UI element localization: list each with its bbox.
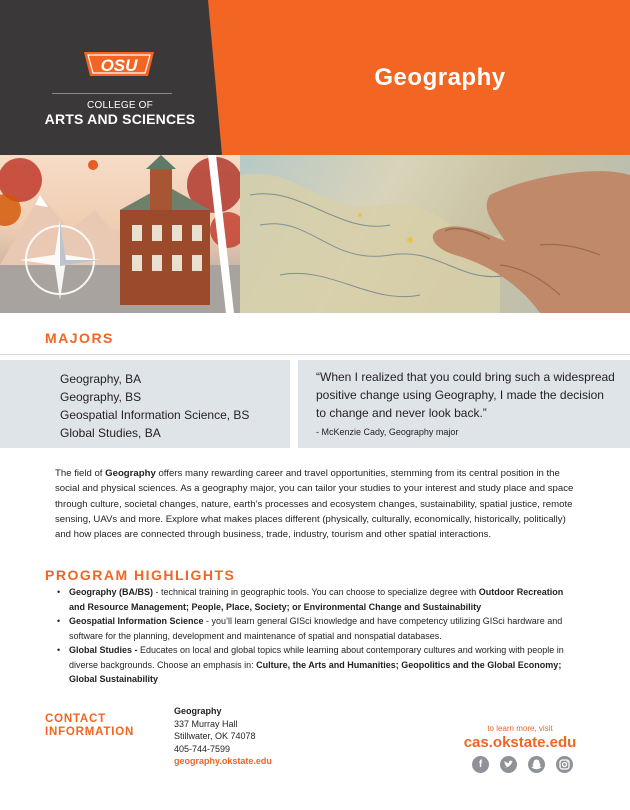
twitter-icon[interactable] <box>500 756 517 773</box>
osu-logo <box>78 46 160 82</box>
map-photo <box>240 155 630 313</box>
highlight-text: Educates on local and global topics while learning about contemporary cultures and working with people in diverse backgrounds. Choose an emphasis in: <box>69 645 564 670</box>
intro-paragraph <box>55 466 575 542</box>
program-highlights-heading: PROGRAM HIGHLIGHTS <box>45 567 236 583</box>
student-quote: “When I realized that you could bring such a widespread positive change using Geography, I made the decision to change and never look back.” <box>316 370 615 420</box>
highlight-term: Geography (BA/BS) <box>69 587 154 597</box>
contact-heading-line1: CONTACT <box>45 713 106 725</box>
contact-details <box>174 705 272 768</box>
svg-text:OSU: OSU <box>100 56 138 75</box>
contact-heading <box>45 713 134 739</box>
bullet-icon: • <box>57 616 61 626</box>
highlight-term: Global Studies - <box>69 645 138 655</box>
contact-heading-line2: INFORMATION <box>45 726 135 738</box>
highlight-text: - technical training in geographic tools. You can choose to specialize degree with <box>153 587 479 597</box>
highlight-item <box>57 643 577 687</box>
instagram-icon[interactable] <box>556 756 573 773</box>
contact-phone[interactable]: 405-744-7599 <box>174 743 231 754</box>
facebook-icon[interactable]: f <box>472 756 489 773</box>
major-item: Geospatial Information Science, BS <box>60 408 250 422</box>
contact-address-line2: Stillwater, OK 74078 <box>174 731 256 741</box>
contact-department: Geography <box>174 706 222 716</box>
learn-more-label: to learn more, visit <box>487 724 553 733</box>
majors-divider <box>0 354 630 355</box>
highlights-list <box>57 585 577 687</box>
snapchat-icon[interactable] <box>528 756 545 773</box>
intro-term: Geography <box>105 468 156 479</box>
major-item: Global Studies, BA <box>60 426 161 440</box>
highlight-item <box>57 614 577 643</box>
intro-body: offers many rewarding career and travel opportunities, stemming from its central position in the social and physical sciences. As a geography major, you can tailor your studies to your interest and study place and space through culture, societal changes, nature, earth’s processes and ecosystem changes, sustainability, spatial justice, remote sensing, UAVs and more. Explore what makes places different (physically, culturally, economically, historically, politically) and how places are connected through business, trade, industry, tourism and other spatial interactions. <box>55 468 574 541</box>
page-title: Geography <box>374 64 506 91</box>
highlight-item <box>57 585 577 614</box>
contact-website-link[interactable]: geography.okstate.edu <box>174 756 272 766</box>
highlight-term: Geospatial Information Science <box>69 616 204 626</box>
quote-attribution: - McKenzie Cady, Geography major <box>316 427 459 437</box>
logo-divider <box>52 93 172 94</box>
contact-address-line1: 337 Murray Hall <box>174 718 238 729</box>
college-name-line2: ARTS AND SCIENCES <box>44 111 196 127</box>
bullet-icon: • <box>57 587 61 597</box>
campus-photo <box>0 155 240 313</box>
site-url-link[interactable]: cas.okstate.edu <box>463 734 577 751</box>
intro-prefix: The field of <box>55 468 106 479</box>
page-header <box>0 0 630 155</box>
bullet-icon: • <box>57 645 61 655</box>
major-item: Geography, BS <box>60 390 142 404</box>
highlight-emphasis: Outdoor Recreation and Resource Management; People, Place, Society; or Environmental Change and Sustainability <box>69 587 564 612</box>
highlight-text: - you’ll learn general GISci knowledge and have competency utilizing GISci hardware and software for the planning, development and maintenance of spatial and nonspatial databases. <box>69 616 563 641</box>
highlight-emphasis: Culture, the Arts and Humanities; Geopolitics and the Global Economy; Global Sustainability <box>69 659 562 684</box>
college-name-line1: COLLEGE OF <box>87 100 153 111</box>
majors-heading: MAJORS <box>45 330 114 346</box>
major-item: Geography, BA <box>60 372 142 386</box>
